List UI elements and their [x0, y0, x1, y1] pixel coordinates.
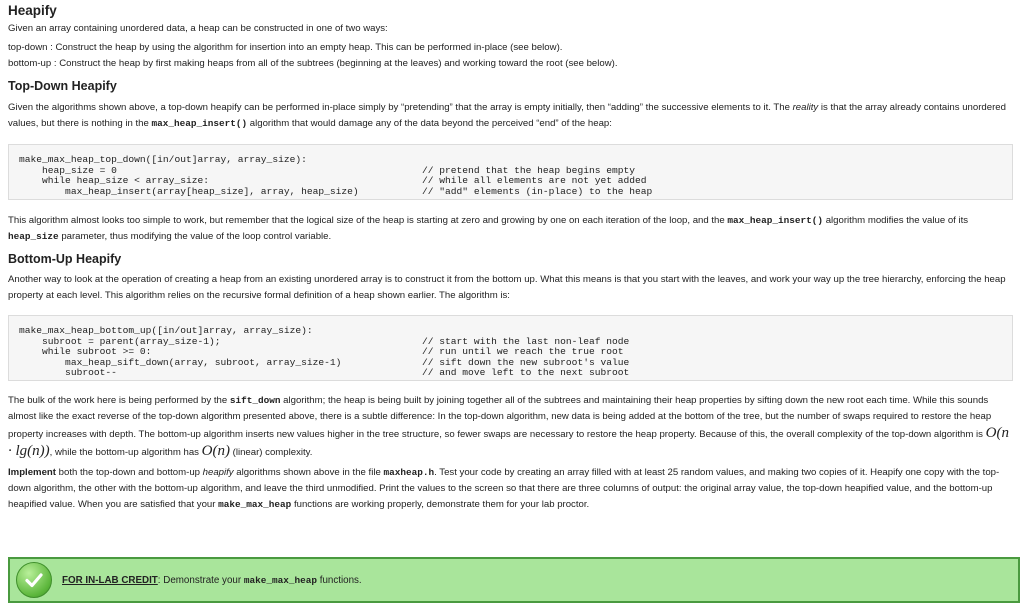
- topdown-paragraph-1: Given the algorithms shown above, a top-down heapify can be performed in-place simply by “pretending” that the array is empty initially, then “adding” the successive elements to it. The reality is that the array already contains unordered values, but there is nothing in the max_heap_insert() algorithm that would damage any of the data beyond the perceived “end” of the heap:: [8, 102, 1006, 129]
- bottomup-paragraph-1: Another way to look at the operation of creating a heap from an existing unordered array is to construct it from the bottom up. What this means is that you start with the leaves, and work your way up the tree hierarchy, enforcing the heap property at each level. This algorithm relies on the recursive formal definition of a heap shown earlier. The algorithm is:: [8, 274, 1006, 301]
- topdown-title: Top-Down Heapify: [8, 79, 117, 93]
- code-line: max_heap_sift_down(array, subroot, array_size-1) // sift down the new subroot's value: [19, 356, 630, 368]
- bottomup-paragraph-2: The bulk of the work here is being performed by the sift_down algorithm; the heap is being built by joining together all of the subtrees and maintaining their heap properties by sifting down the new root each time. While this sounds almost like the exact reverse of the top-down algorithm presented above, there is a subtle difference: In the top-down algorithm, new data is being added at the bottom of the tree, but the number of swaps required to restore the heap property increases with depth. The bottom-up algorithm inserts new values higher in the tree structure, so fewer swaps are necessary to restore the heap property. Because of this, the overall complexity of the top-down algorithm is O(n · lg(n)), while the bottom-up algorithm has O(n) (linear) complexity.: [8, 395, 1009, 459]
- code-line: while subroot >= 0: // run until we reach the true root: [19, 346, 624, 358]
- topdown-paragraph-2: This algorithm almost looks too simple to work, but remember that the logical size of the heap is starting at zero and growing by one on each iteration of the loop, and the max_heap_insert() algorithm modifies the value of its heap_size parameter, thus modifying the value of the loop control variable.: [8, 215, 969, 242]
- implement-paragraph: Implement both the top-down and bottom-up heapify algorithms shown above in the file maxheap.h. Test your code by creating an array filled with at least 25 random values, and making two copies of it. Heapify one copy with the top-down algorithm, the other with the bottom-up algorithm, and leave the third unmodified. Print the values to the screen so that there are three columns of output: the original array value, the top-down heapified value, and the bottom-up heapified value. When you are satisfied that your make_max_heap functions are working properly, demonstrate them for your lab proctor.: [8, 467, 1000, 510]
- inline-code-max-heap-insert: max_heap_insert(): [727, 215, 824, 226]
- credit-label: FOR IN-LAB CREDIT: [62, 574, 158, 586]
- code-line: while heap_size < array_size: // while all elements are not yet added: [19, 175, 647, 187]
- checkmark-icon-glyph: [23, 569, 45, 591]
- heapify-title: Heapify: [8, 3, 57, 18]
- code-line: make_max_heap_bottom_up([in/out]array, array_size):: [19, 325, 313, 336]
- code-line: make_max_heap_top_down([in/out]array, array_size):: [19, 154, 307, 165]
- inline-code-sift-down: sift_down: [229, 395, 281, 406]
- implement-label: Implement: [8, 467, 56, 478]
- heapify-intro: Given an array containing unordered data, a heap can be constructed in one of two ways:: [8, 23, 388, 34]
- topdown-definition: top-down : Construct the heap by using the algorithm for insertion into an empty heap. This can be performed in-place (see below).: [8, 42, 563, 53]
- checkmark-icon: [16, 562, 52, 598]
- topdown-code-block: [8, 144, 1013, 200]
- code-line: subroot = parent(array_size-1); // start with the last non-leaf node: [19, 335, 630, 347]
- bottomup-title: Bottom-Up Heapify: [8, 252, 122, 266]
- inline-code-make-max-heap: make_max_heap: [218, 499, 292, 510]
- code-line: heap_size = 0 // pretend that the heap begins empty: [19, 164, 636, 176]
- math-bottomup-complexity: O(n): [201, 443, 230, 459]
- bottomup-definition: bottom-up : Construct the heap by first making heaps from all of the subtrees (beginning at the leaves) and working toward the root (see below).: [8, 58, 618, 69]
- bottomup-code-block: [8, 315, 1013, 381]
- inline-code-heap-size: heap_size: [8, 231, 59, 242]
- in-lab-credit-banner: [8, 557, 1020, 603]
- credit-text: FOR IN-LAB CREDIT: Demonstrate your make_max_heap functions.: [62, 574, 362, 586]
- inline-code-max-heap-insert: max_heap_insert(): [151, 118, 248, 129]
- code-line: max_heap_insert(array[heap_size], array, heap_size) // "add" elements (in-place) to the heap: [19, 185, 653, 197]
- math-topdown-complexity: O(n · lg(n)): [8, 425, 1009, 459]
- inline-code-make-max-heap: make_max_heap: [243, 574, 317, 586]
- inline-code-filename: maxheap.h: [383, 467, 435, 478]
- code-line: subroot-- // and move left to the next subroot: [19, 367, 630, 379]
